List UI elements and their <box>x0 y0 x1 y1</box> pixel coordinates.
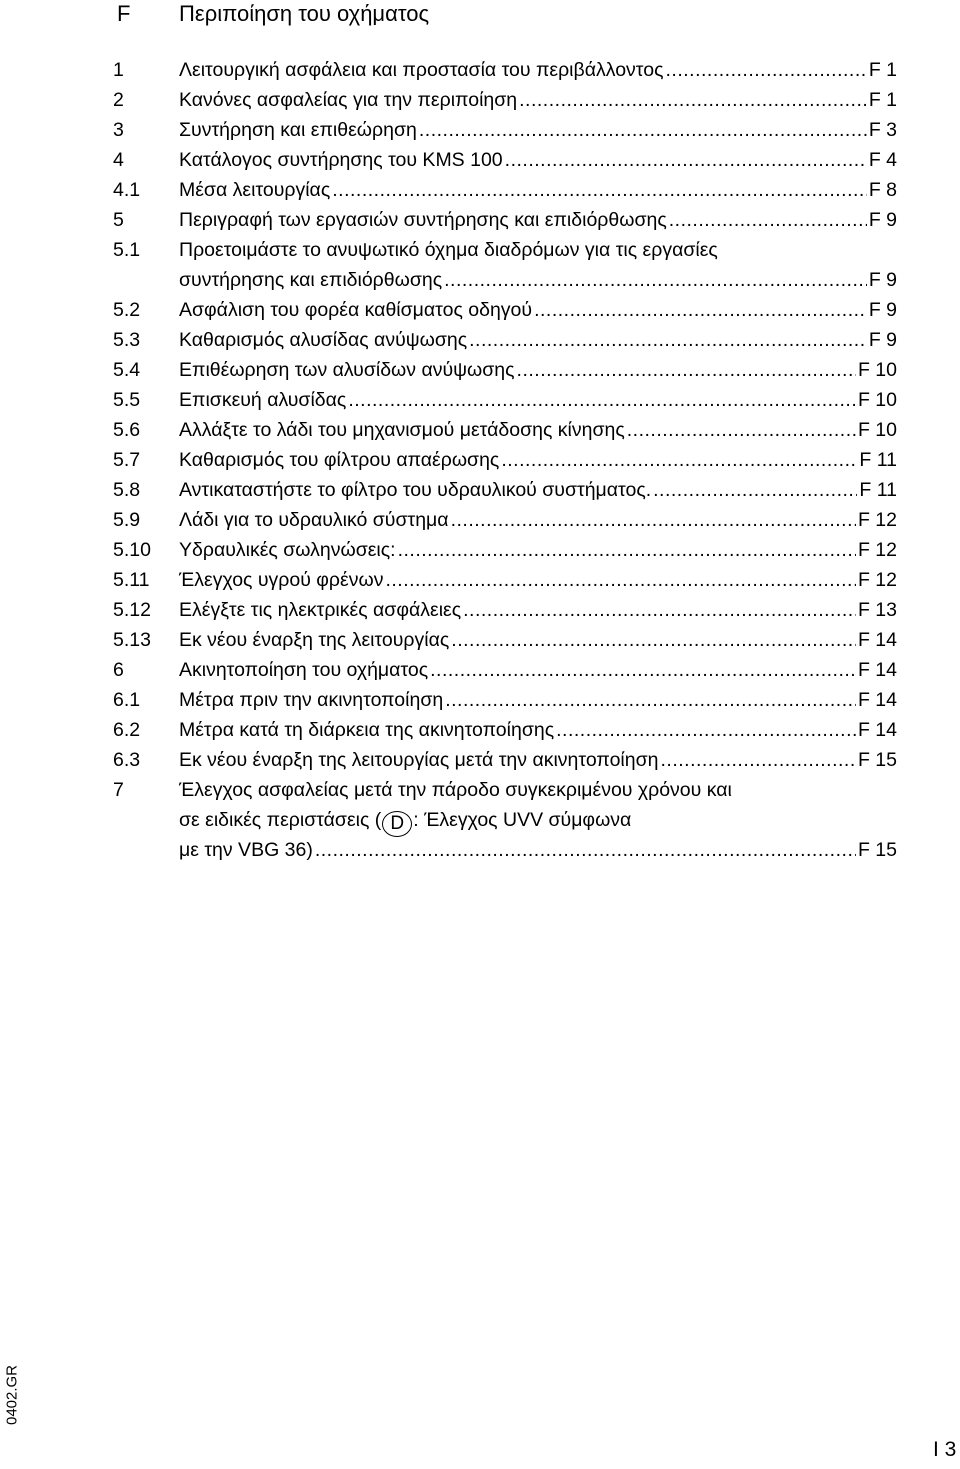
toc-entry[interactable] <box>113 295 897 325</box>
toc-title-line: Προετοιμάστε το ανυψωτικό όχημα διαδρόμων για τις εργασίες <box>179 239 718 261</box>
toc-number: 5.5 <box>113 389 141 411</box>
toc-title: Μέτρα κατά τη διάρκεια της ακινητοποίησης <box>179 719 555 741</box>
dot-leader <box>332 175 867 205</box>
toc-page: F 9 <box>868 329 897 351</box>
dot-leader <box>534 295 867 325</box>
dot-leader <box>444 265 867 295</box>
dot-leader <box>430 655 856 685</box>
toc-number: 1 <box>113 59 124 81</box>
toc-title: Καθαρισμός του φίλτρου απαέρωσης <box>179 449 500 471</box>
toc-title-line <box>179 805 631 837</box>
toc-entry[interactable] <box>113 715 897 745</box>
toc-title: Μέσα λειτουργίας <box>179 179 331 201</box>
toc-title: Επισκευή αλυσίδας <box>179 389 347 411</box>
dot-leader <box>463 595 856 625</box>
toc-entry[interactable] <box>113 535 897 565</box>
dot-leader <box>445 685 856 715</box>
toc-page: F 11 <box>859 449 897 471</box>
toc-page: F 14 <box>857 689 897 711</box>
toc-entry[interactable] <box>113 745 897 775</box>
toc-title: Έλεγχος υγρού φρένων <box>179 569 384 591</box>
toc-page: F 14 <box>857 719 897 741</box>
toc-page: F 15 <box>857 749 897 771</box>
toc-page: F 3 <box>868 119 897 141</box>
toc-entry[interactable] <box>113 235 897 295</box>
toc-page: F 15 <box>857 839 897 861</box>
toc-page: F 10 <box>857 419 897 441</box>
page-number: I 3 <box>933 1438 957 1461</box>
toc-title: Ακινητοποίηση του οχήματος <box>179 659 429 681</box>
section-heading <box>117 0 920 28</box>
toc-number: 5.1 <box>113 239 141 261</box>
toc-page: F 1 <box>868 59 897 81</box>
toc-page: F 12 <box>857 539 897 561</box>
toc-title: Ασφάλιση του φορέα καθίσματος οδηγού <box>179 299 533 321</box>
section-letter: F <box>117 1 131 26</box>
dot-leader <box>556 715 856 745</box>
toc-entry[interactable] <box>113 475 897 505</box>
toc-page: F 14 <box>857 629 897 651</box>
toc-title: Ελέγξτε τις ηλεκτρικές ασφάλειες <box>179 599 462 621</box>
dot-leader <box>385 565 856 595</box>
dot-leader <box>451 505 856 535</box>
toc-page: F 13 <box>857 599 897 621</box>
toc-title-line: Έλεγχος ασφαλείας μετά την πάροδο συγκεκριμένου χρόνου και <box>179 779 732 801</box>
toc-title-line: συντήρησης και επιδιόρθωσης <box>179 269 443 291</box>
toc-number: 5.4 <box>113 359 141 381</box>
toc-title: Υδραυλικές σωληνώσεις: <box>179 539 396 561</box>
toc-entry[interactable] <box>113 655 897 685</box>
toc-number: 5.13 <box>113 629 151 651</box>
toc-number: 5.8 <box>113 479 141 501</box>
toc-number: 4.1 <box>113 179 141 201</box>
country-code-circle-icon: D <box>382 811 412 837</box>
dot-leader <box>669 205 867 235</box>
toc-number: 5 <box>113 209 124 231</box>
toc-page: F 12 <box>857 569 897 591</box>
toc-entry[interactable] <box>113 625 897 655</box>
toc-page: F 1 <box>868 89 897 111</box>
toc-title: Λάδι για το υδραυλικό σύστημα <box>179 509 449 531</box>
toc-number: 5.11 <box>113 569 150 591</box>
toc-page: F 10 <box>857 359 897 381</box>
dot-leader <box>501 445 857 475</box>
toc-title: Αντικαταστήστε το φίλτρο του υδραυλικού συστήματος. <box>179 479 652 501</box>
toc-number: 4 <box>113 149 124 171</box>
toc-number: 6.2 <box>113 719 141 741</box>
toc-number: 6.3 <box>113 749 141 771</box>
toc-entry[interactable] <box>113 445 897 475</box>
toc-number: 5.3 <box>113 329 141 351</box>
toc-title: Επιθέωρηση των αλυσίδων ανύψωσης <box>179 359 515 381</box>
toc-title: Αλλάξτε το λάδι του μηχανισμού μετάδοσης κίνησης <box>179 419 625 441</box>
toc-entry[interactable] <box>113 115 897 145</box>
toc-entry[interactable] <box>113 55 897 85</box>
toc-title: Καθαρισμός αλυσίδας ανύψωσης <box>179 329 468 351</box>
toc-number: 5.7 <box>113 449 141 471</box>
toc-entry[interactable] <box>113 175 897 205</box>
toc-page: F 11 <box>859 479 897 501</box>
toc-title: Κανόνες ασφαλείας για την περιποίηση <box>179 89 518 111</box>
toc-entry[interactable] <box>113 595 897 625</box>
toc-number: 5.6 <box>113 419 141 441</box>
dot-leader <box>517 355 856 385</box>
toc-title: Συντήρηση και επιθεώρηση <box>179 119 417 141</box>
toc-page: F 8 <box>868 179 897 201</box>
toc-entry[interactable] <box>113 355 897 385</box>
dot-leader <box>665 55 866 85</box>
toc-entry[interactable] <box>113 415 897 445</box>
toc-entry[interactable] <box>113 775 897 865</box>
dot-leader <box>315 835 856 865</box>
toc-entry[interactable] <box>113 325 897 355</box>
toc-entry[interactable] <box>113 565 897 595</box>
toc-number: 5.12 <box>113 599 151 621</box>
dot-leader <box>398 535 856 565</box>
dot-leader <box>505 145 867 175</box>
toc-title: Εκ νέου έναρξη της λειτουργίας μετά την ακινητοποίηση <box>179 749 659 771</box>
toc-title: Μέτρα πριν την ακινητοποίηση <box>179 689 444 711</box>
dot-leader <box>348 385 856 415</box>
toc-title: Εκ νέου έναρξη της λειτουργίας <box>179 629 450 651</box>
toc-entry[interactable] <box>113 505 897 535</box>
toc-entry[interactable] <box>113 145 897 175</box>
toc-title: Περιγραφή των εργασιών συντήρησης και επιδιόρθωσης <box>179 209 667 231</box>
dot-leader <box>469 325 867 355</box>
document-code <box>2 1355 22 1435</box>
toc-number: 6 <box>113 659 124 681</box>
table-of-contents <box>113 55 897 865</box>
toc-number: 7 <box>113 779 124 801</box>
toc-entry[interactable] <box>113 205 897 235</box>
toc-page: F 12 <box>857 509 897 531</box>
dot-leader <box>451 625 856 655</box>
toc-number: 6.1 <box>113 689 141 711</box>
toc-title-fragment: σε ειδικές περιστάσεις ( <box>179 809 382 831</box>
toc-page: F 9 <box>868 299 897 321</box>
toc-title-fragment: : Έλεγχος UVV σύμφωνα <box>413 809 632 831</box>
toc-page: F 14 <box>857 659 897 681</box>
section-title: Περιποίηση του οχήματος <box>179 1 430 26</box>
toc-title-line: με την VBG 36) <box>179 839 313 861</box>
document-code-text: 0402.GR <box>3 1364 21 1426</box>
toc-entry[interactable] <box>113 685 897 715</box>
toc-page: F 10 <box>857 389 897 411</box>
toc-page: F 9 <box>868 209 897 231</box>
toc-page: F 4 <box>868 149 897 171</box>
toc-number: 2 <box>113 89 124 111</box>
dot-leader <box>660 745 855 775</box>
toc-entry[interactable] <box>113 385 897 415</box>
dot-leader <box>419 115 867 145</box>
dot-leader <box>653 475 857 505</box>
toc-number: 5.2 <box>113 299 141 321</box>
toc-title: Λειτουργική ασφάλεια και προστασία του περιβάλλοντος <box>179 59 664 81</box>
toc-number: 5.9 <box>113 509 141 531</box>
toc-page: F 9 <box>868 269 897 291</box>
dot-leader <box>627 415 856 445</box>
toc-number: 5.10 <box>113 539 151 561</box>
toc-title: Κατάλογος συντήρησης του KMS 100 <box>179 149 503 171</box>
toc-number: 3 <box>113 119 124 141</box>
dot-leader <box>519 85 867 115</box>
toc-entry[interactable] <box>113 85 897 115</box>
